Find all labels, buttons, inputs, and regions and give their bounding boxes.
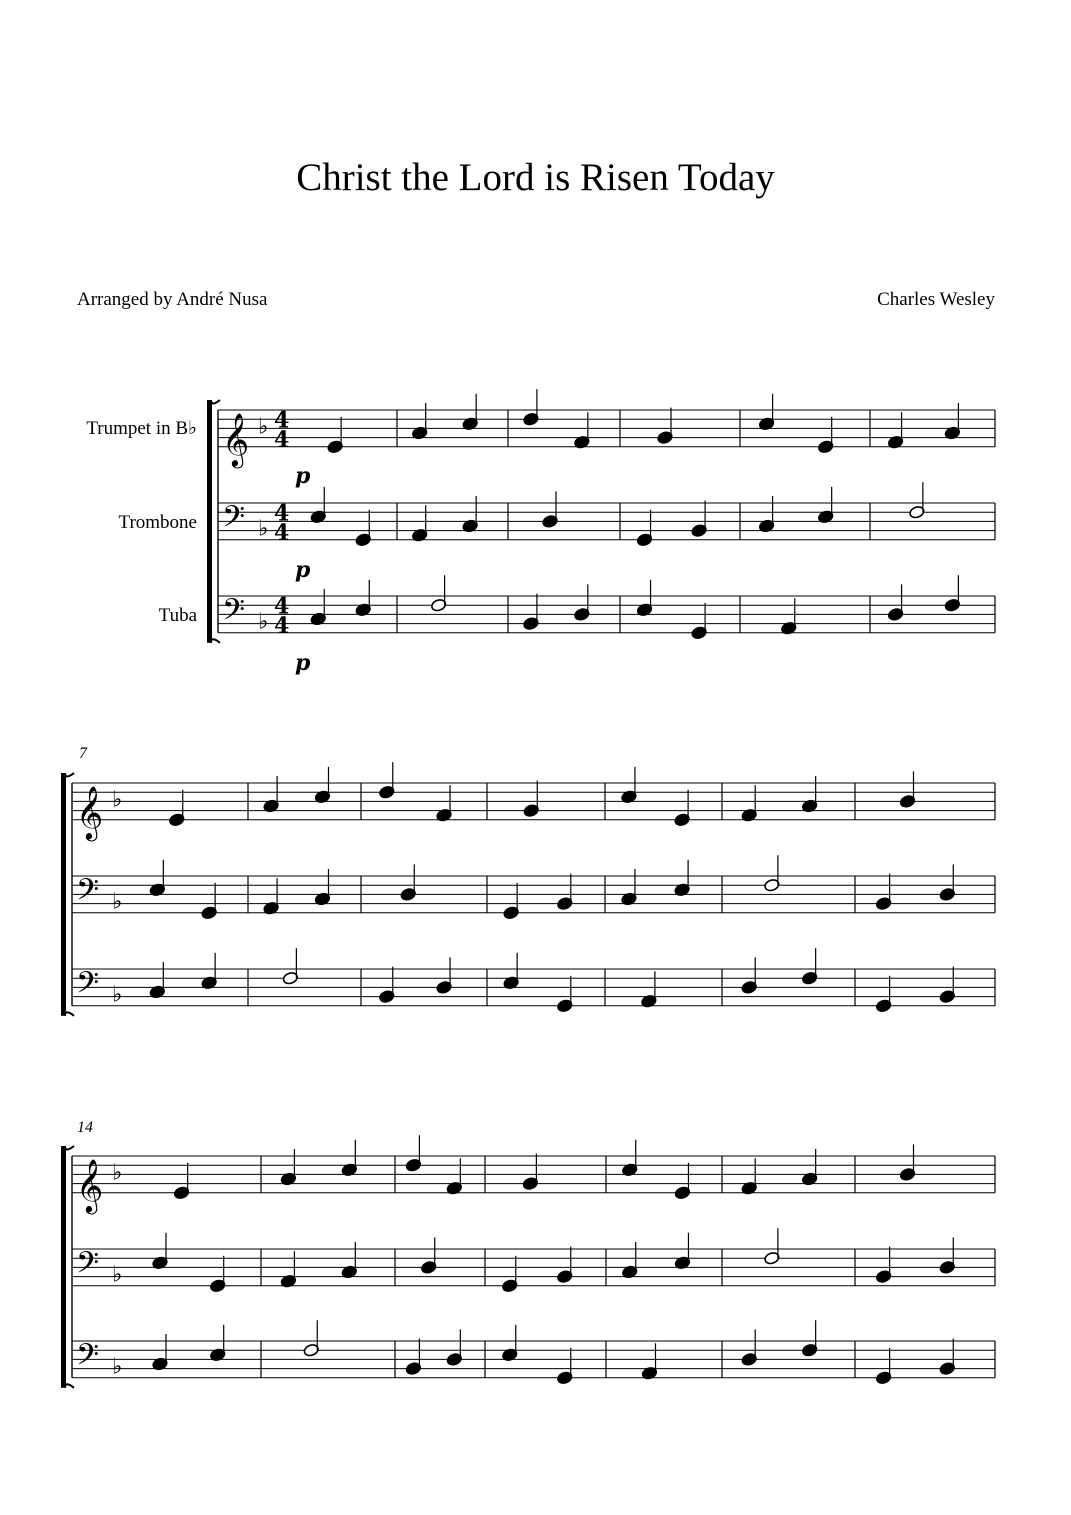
- measure-number-7: 7: [79, 745, 87, 762]
- time-sig-bottom: 4: [274, 426, 290, 453]
- time-sig-bottom: 4: [274, 519, 290, 546]
- system-bracket: [61, 1146, 66, 1388]
- bass-clef-icon: 𝄢: [222, 500, 246, 542]
- bass-clef-icon: 𝄢: [222, 593, 246, 635]
- staff-3: [72, 1339, 995, 1380]
- time-sig-top: 4: [274, 593, 290, 620]
- treble-clef-icon: 𝄞: [222, 411, 250, 466]
- dynamic-tuba: p: [295, 650, 311, 676]
- page-title: Christ the Lord is Risen Today: [296, 156, 775, 199]
- time-sig-top: 4: [274, 500, 290, 527]
- bass-clef-icon: 𝄢: [76, 966, 100, 1008]
- system-2: [61, 745, 995, 1016]
- flat-icon: ♭: [112, 1262, 123, 1288]
- staff-1: [218, 407, 995, 467]
- staff-3: [218, 593, 995, 638]
- system-3-staves: [61, 1135, 995, 1388]
- instrument-label-tuba: Tuba: [158, 605, 197, 626]
- flat-icon: ♭: [258, 414, 269, 440]
- time-sig-top: 4: [274, 407, 290, 434]
- time-sig-bottom: 4: [274, 612, 290, 639]
- composer-credit: Charles Wesley: [877, 289, 995, 310]
- flat-icon: ♭: [258, 609, 269, 635]
- bass-clef-icon: 𝄢: [76, 1338, 100, 1380]
- staff-2: [72, 1247, 995, 1288]
- dynamics: [295, 463, 311, 676]
- flat-icon: ♭: [112, 787, 123, 813]
- system-1: [86, 389, 995, 643]
- system-bracket: [207, 400, 212, 643]
- dynamic-trumpet: p: [295, 463, 311, 489]
- system-bracket: [61, 773, 66, 1016]
- flat-icon: ♭: [112, 1354, 123, 1380]
- flat-icon: ♭: [112, 889, 123, 915]
- bass-clef-icon: 𝄢: [76, 873, 100, 915]
- bass-clef-icon: 𝄢: [76, 1246, 100, 1288]
- flat-icon: ♭: [112, 982, 123, 1008]
- flat-icon: ♭: [258, 516, 269, 542]
- treble-clef-icon: 𝄞: [76, 784, 104, 839]
- flat-icon: ♭: [112, 1160, 123, 1186]
- staff-2: [218, 500, 995, 545]
- instrument-label-trombone: Trombone: [118, 512, 197, 533]
- system-2-staves: [61, 762, 995, 1016]
- instrument-label-trumpet: Trumpet in B♭: [86, 418, 197, 439]
- measure-number-14: 14: [77, 1119, 93, 1136]
- treble-clef-icon: 𝄞: [76, 1157, 104, 1212]
- system-3: [61, 1119, 995, 1388]
- dynamic-trombone: p: [295, 557, 311, 583]
- system-1-staves: [207, 389, 995, 643]
- arranger-credit: Arranged by André Nusa: [77, 289, 268, 310]
